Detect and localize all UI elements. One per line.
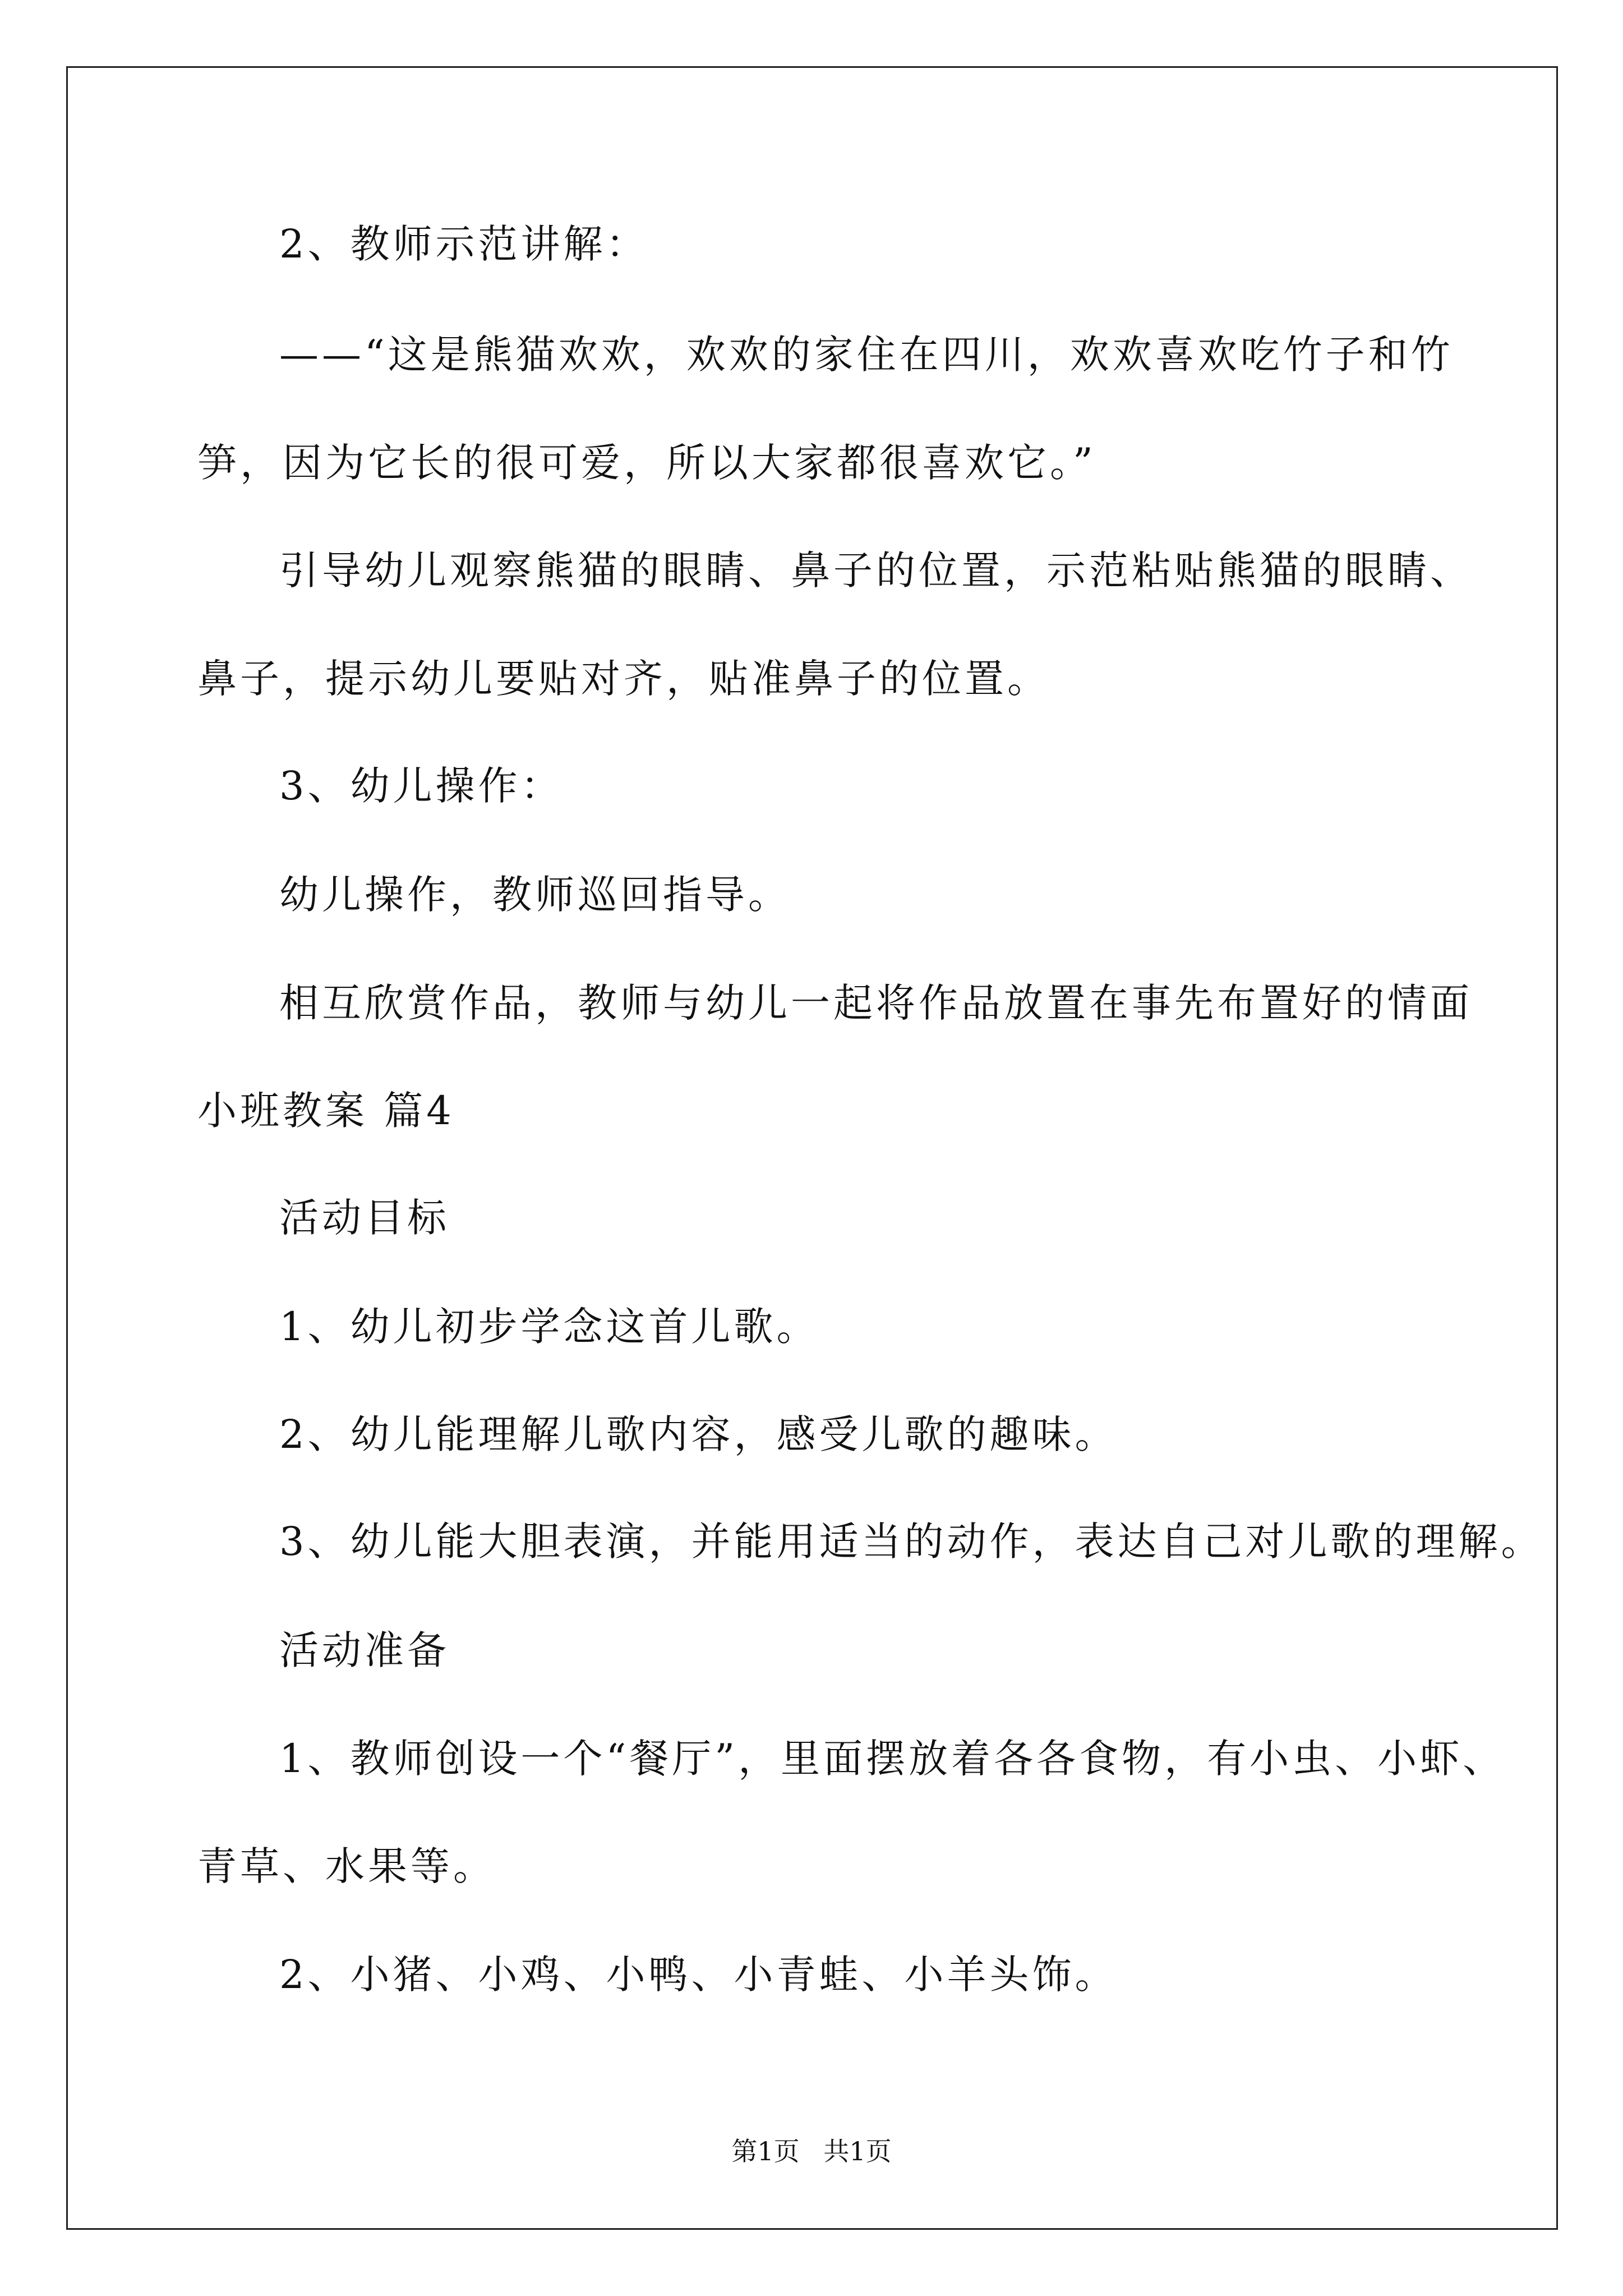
page-footer (0, 2138, 1623, 2164)
subheading: 活动准备 (279, 1627, 450, 1673)
paragraph-line: 3、幼儿操作： (279, 763, 564, 809)
paragraph-line: 鼻子，提示幼儿要贴对齐，贴准鼻子的位置。 (197, 656, 1050, 702)
page-number-current: 第1页 (731, 2136, 800, 2166)
paragraph-line: 3、幼儿能大胆表演，并能用适当的动作，表达自己对儿歌的理解。 (279, 1519, 1544, 1565)
paragraph-line: ——“这是熊猫欢欢，欢欢的家住在四川，欢欢喜欢吃竹子和竹 (279, 332, 1454, 378)
paragraph-line: 2、教师示范讲解： (279, 221, 649, 267)
paragraph-line: 引导幼儿观察熊猫的眼睛、鼻子的位置，示范粘贴熊猫的眼睛、 (279, 547, 1473, 593)
paragraph-line: 2、幼儿能理解儿歌内容，感受儿歌的趣味。 (279, 1411, 1118, 1457)
paragraph-line: 青草、水果等。 (197, 1843, 496, 1889)
section-heading: 小班教案 篇4 (197, 1088, 455, 1134)
paragraph-line: 2、小猪、小鸡、小鸭、小青蛙、小羊头饰。 (279, 1952, 1118, 1998)
subheading: 活动目标 (279, 1195, 450, 1241)
document-body (197, 191, 1544, 1998)
page-number-total: 共1页 (823, 2136, 892, 2166)
paragraph-line: 1、教师创设一个“餐厅”，里面摆放着各各食物，有小虫、小虾、 (279, 1736, 1506, 1782)
paragraph-line: 1、幼儿初步学念这首儿歌。 (279, 1304, 819, 1350)
paragraph-line: 相互欣赏作品，教师与幼儿一起将作品放置在事先布置好的情面 (279, 980, 1473, 1026)
paragraph-line: 笋，因为它长的很可爱，所以大家都很喜欢它。” (197, 440, 1096, 486)
paragraph-line: 幼儿操作，教师巡回指导。 (279, 872, 791, 918)
